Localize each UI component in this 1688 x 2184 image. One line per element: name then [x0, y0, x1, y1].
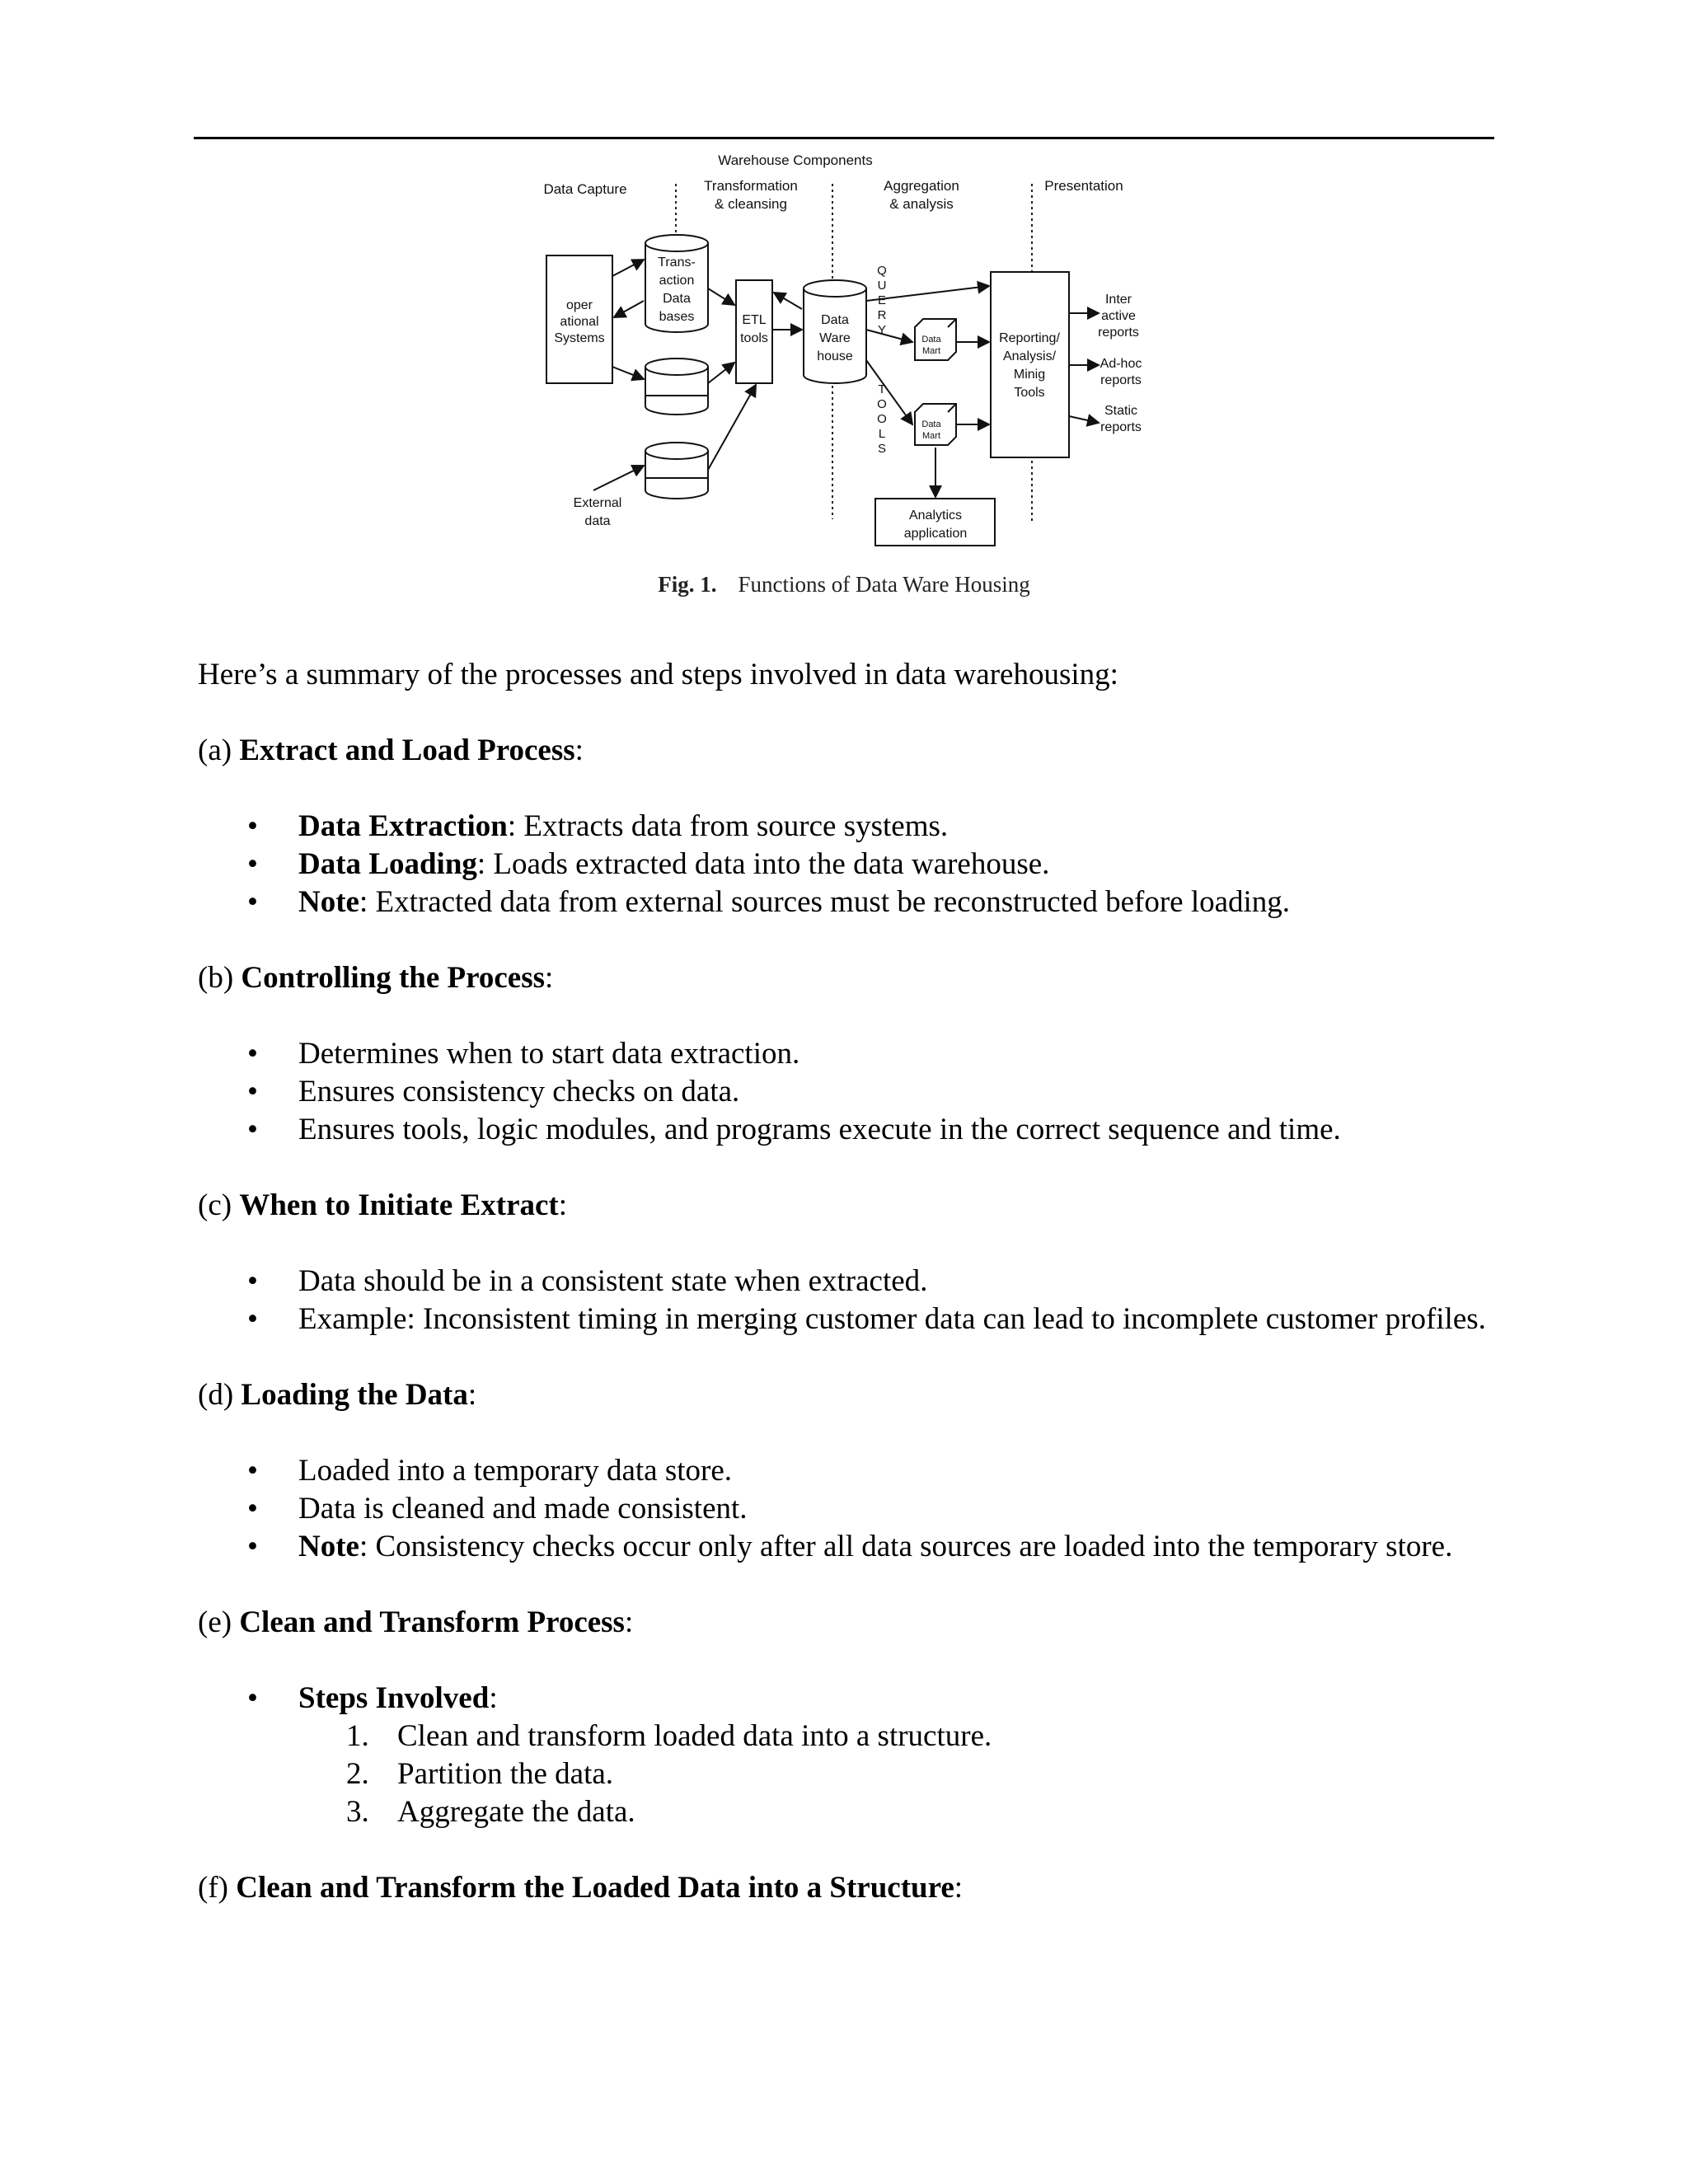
- output-labels: [1098, 293, 1142, 434]
- list-item: • Note: Extracted data from external sources must be reconstructed before loading.: [247, 885, 1291, 919]
- analytics-line2: application: [903, 527, 968, 541]
- list-item: • Example: Inconsistent timing in merging customer data can lead to incomplete customer profiles.: [247, 1302, 1486, 1336]
- svg-text:E: E: [877, 293, 887, 307]
- list-d: [198, 1452, 1496, 1566]
- report-line1: Reporting/: [999, 331, 1060, 345]
- mart2-line2: Mart: [922, 431, 940, 441]
- list-item: • Data Loading: Loads extracted data into the data warehouse.: [247, 847, 1050, 881]
- intro-paragraph: Here’s a summary of the processes and steps involved in data warehousing:: [198, 658, 1118, 691]
- list-e: [198, 1680, 1496, 1718]
- opsys-line2: ational: [560, 315, 599, 329]
- section-heading-c: (c) When to Initiate Extract:: [198, 1188, 568, 1222]
- section-heading-d: (d) Loading the Data:: [198, 1378, 477, 1412]
- svg-text:Ad-hoc: Ad-hoc: [1100, 357, 1142, 371]
- svg-text:T: T: [878, 382, 886, 396]
- opsys-line1: oper: [565, 298, 593, 312]
- svg-text:S: S: [877, 442, 887, 456]
- report-line4: Tools: [1014, 386, 1045, 400]
- step-item: 2. Partition the data.: [346, 1757, 614, 1791]
- list-b: [198, 1035, 1496, 1149]
- top-rule: [194, 137, 1494, 139]
- txdb-line1: Trans-: [658, 255, 696, 269]
- list-item: • Loaded into a temporary data store.: [247, 1454, 733, 1488]
- mart1-line2: Mart: [922, 346, 940, 356]
- svg-text:Q: Q: [877, 264, 887, 278]
- dw-line1: Data: [821, 313, 849, 327]
- list-item: • Data Extraction: Extracts data from source systems.: [247, 809, 949, 843]
- query-tools-label: [877, 264, 887, 456]
- caption-label: Fig. 1.: [658, 572, 717, 597]
- col-data-capture: Data Capture: [543, 181, 627, 197]
- svg-text:reports: reports: [1098, 326, 1139, 340]
- steps-list: [198, 1718, 1496, 1831]
- svg-text:U: U: [877, 279, 887, 293]
- col-analysis: & analysis: [889, 196, 954, 212]
- svg-text:reports: reports: [1100, 373, 1142, 387]
- external-line2: data: [584, 514, 611, 528]
- dw-line3: house: [817, 349, 853, 363]
- txdb-line4: bases: [659, 310, 695, 324]
- mart1-line1: Data: [921, 335, 941, 344]
- section-heading-a: (a) Extract and Load Process:: [198, 733, 584, 767]
- document-body: [198, 656, 1496, 1945]
- external-db-cylinder: [645, 443, 708, 499]
- step-item: 3. Aggregate the data.: [346, 1795, 635, 1829]
- svg-text:O: O: [877, 397, 887, 411]
- external-line1: External: [573, 496, 622, 510]
- reporting-tools-box: [991, 272, 1069, 457]
- figure-caption: [0, 572, 1688, 598]
- report-line2: Analysis/: [1002, 349, 1057, 363]
- svg-text:active: active: [1101, 309, 1136, 323]
- svg-text:Static: Static: [1104, 404, 1138, 418]
- etl-line2: tools: [740, 331, 768, 345]
- opsys-line3: Systems: [554, 331, 605, 345]
- report-line3: Minig: [1013, 368, 1046, 382]
- dw-line2: Ware: [819, 331, 851, 345]
- list-item: • Data is cleaned and made consistent.: [247, 1492, 748, 1526]
- list-c: [198, 1263, 1496, 1338]
- svg-text:R: R: [877, 308, 887, 322]
- col-presentation: Presentation: [1044, 178, 1123, 194]
- list-item: • Steps Involved:: [247, 1681, 498, 1715]
- analytics-line1: Analytics: [908, 509, 963, 523]
- svg-text:O: O: [877, 412, 887, 426]
- list-item: • Ensures tools, logic modules, and programs execute in the correct sequence and time.: [247, 1113, 1341, 1146]
- svg-text:Y: Y: [877, 323, 887, 337]
- section-heading-b: (b) Controlling the Process:: [198, 961, 554, 995]
- list-item: • Determines when to start data extraction.: [247, 1037, 800, 1071]
- list-item: • Ensures consistency checks on data.: [247, 1075, 740, 1108]
- col-aggregation: Aggregation: [884, 178, 959, 194]
- svg-text:L: L: [878, 427, 886, 441]
- svg-text:reports: reports: [1100, 420, 1142, 434]
- warehouse-diagram: [523, 144, 1183, 606]
- list-item: • Note: Consistency checks occur only after all data sources are loaded into the temporary store.: [247, 1530, 1453, 1563]
- staging-db-cylinder: [645, 359, 708, 415]
- caption-text: Functions of Data Ware Housing: [738, 572, 1030, 597]
- diagram-header: Warehouse Components: [718, 152, 873, 168]
- etl-line1: ETL: [742, 313, 767, 327]
- section-heading-f: (f) Clean and Transform the Loaded Data into a Structure:: [198, 1871, 964, 1905]
- svg-text:Inter: Inter: [1104, 293, 1132, 307]
- section-heading-e: (e) Clean and Transform Process:: [198, 1605, 634, 1639]
- mart2-line1: Data: [921, 419, 941, 429]
- col-transformation: Transformation: [704, 178, 798, 194]
- col-cleansing: & cleansing: [715, 196, 787, 212]
- txdb-line2: action: [659, 274, 695, 288]
- list-a: [198, 808, 1496, 921]
- txdb-line3: Data: [663, 292, 691, 306]
- step-item: 1. Clean and transform loaded data into a structure.: [346, 1719, 992, 1753]
- list-item: • Data should be in a consistent state when extracted.: [247, 1264, 928, 1298]
